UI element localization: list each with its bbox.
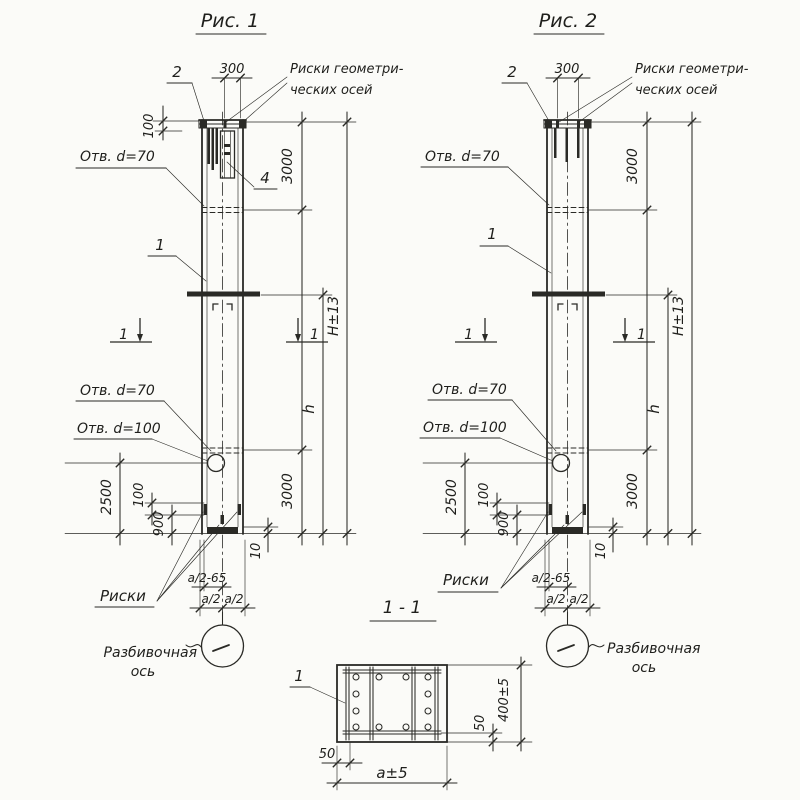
- fig1-left-dimensions: [65, 453, 278, 559]
- fig1-embedded-anchor: [208, 128, 235, 178]
- fig2-hole100-label: Отв. d=100: [423, 420, 507, 436]
- section-dim-50-left: 50: [318, 747, 336, 762]
- fig1-dim-3000-bottom: 3000: [280, 473, 296, 509]
- fig2-cut-markers: [455, 318, 655, 343]
- fig2-anchor-dowels: [554, 128, 580, 162]
- section-dim-a: а±5: [376, 764, 408, 782]
- fig2-layout-axis-circle: [547, 625, 589, 667]
- fig1-callout-4: 4: [260, 169, 270, 187]
- fig1-bottom-mark-left: [204, 504, 208, 515]
- fig2-dim-10: 10: [594, 542, 609, 560]
- fig1-dim-900: 900: [152, 511, 167, 537]
- fig2-dim-3000-bottom: 3000: [625, 473, 641, 509]
- fig1-axis-marks-label-1: Риски геометри-: [290, 62, 404, 77]
- fig2-dim-100-bottom: 100: [477, 482, 492, 508]
- fig2-hole70-bottom-label: Отв. d=70: [432, 382, 507, 398]
- fig1-callout-1: 1: [155, 236, 165, 254]
- fig2-dim-a2-left: а/2: [546, 592, 566, 606]
- section-rebar-dots: [353, 674, 431, 730]
- fig1-dim-a2-65: а/2-65: [187, 571, 227, 585]
- fig2-bottom-recess: [552, 527, 583, 534]
- fig2-dim-2500: 2500: [444, 479, 460, 515]
- section-1-1: [290, 598, 532, 790]
- fig1-hole100-circle: [208, 455, 225, 472]
- fig2-cap-block-right: [584, 121, 591, 128]
- fig1-cut-label-left: 1: [119, 327, 128, 343]
- fig2-bottom-mark-right: [583, 504, 587, 515]
- fig2-bottom-mark-left: [549, 504, 553, 515]
- section-title: 1 - 1: [382, 598, 422, 618]
- fig1-bottom-mark-center: [221, 515, 225, 524]
- fig2-dim-a2-right: а/2: [569, 592, 589, 606]
- fig2-layout-axis-label-1: Разбивочная: [607, 641, 701, 657]
- fig1-dim-2500: 2500: [99, 479, 115, 515]
- fig1-axis-marks-label-2: ческих осей: [290, 83, 373, 98]
- fig2-cut-label-right: 1: [637, 327, 646, 343]
- fig1-layout-axis-label-1: Разбивочная: [103, 645, 197, 661]
- fig1-layout-axis: [104, 612, 244, 680]
- section-callout-1: 1: [294, 667, 304, 685]
- fig1-dim-100-top: 100: [142, 113, 157, 139]
- fig1-title: Рис. 1: [200, 10, 260, 32]
- fig1-dim-10: 10: [249, 542, 264, 560]
- fig1-cut-label-right: 1: [310, 327, 319, 343]
- fig2-title: Рис. 2: [538, 10, 598, 32]
- fig1-hole100-label: Отв. d=100: [77, 421, 161, 437]
- fig2-cap-mark-left: [556, 120, 559, 129]
- fig1-dim-h: h: [300, 404, 318, 414]
- fig2-dim-H: H±13: [671, 295, 687, 337]
- fig2-left-dimensions: [423, 453, 623, 559]
- fig2-callout-1: 1: [487, 225, 497, 243]
- fig2-layout-axis: [547, 612, 701, 676]
- section-rebar-cage: [343, 667, 441, 740]
- fig2-hole100-circle: [553, 455, 570, 472]
- fig2-layout-axis-label-2: ось: [631, 660, 657, 676]
- fig1-cut-markers: [110, 318, 328, 343]
- fig2-axis-marks-label-2: ческих осей: [635, 83, 718, 98]
- fig1-layout-axis-circle: [202, 625, 244, 667]
- fig1-callout-2: 2: [172, 63, 182, 81]
- fig2-dim-3000-top: 3000: [625, 148, 641, 184]
- fig1-dim-100-bottom: 100: [132, 482, 147, 508]
- fig1-dim-a2-left: а/2: [201, 592, 221, 606]
- section-dim-400: 400±5: [497, 678, 512, 722]
- fig1-cap-mark-left: [224, 120, 227, 129]
- fig1-cap-block-left: [200, 121, 207, 128]
- fig2-marks-label: Риски: [443, 571, 489, 589]
- fig2-cap-mark-right: [577, 120, 580, 129]
- section-dim-50-right: 50: [473, 714, 488, 732]
- fig2-bottom-mark-center: [566, 515, 570, 524]
- fig2-axis-leader-squiggle: [589, 645, 604, 647]
- figure-2: [420, 10, 749, 676]
- fig1-cap-mark-right: [240, 120, 243, 129]
- fig1-hole70-top-label: Отв. d=70: [80, 149, 155, 165]
- fig1-hole70-bottom-label: Отв. d=70: [80, 383, 155, 399]
- fig2-dim-900: 900: [497, 511, 512, 537]
- fig1-bottom-mark-right: [238, 504, 242, 515]
- fig2-dim-a2-65: а/2-65: [531, 571, 571, 585]
- fig2-dim-300: 300: [554, 62, 580, 77]
- fig2-collar-plate: [532, 292, 605, 297]
- fig1-corner-mark-left: [213, 304, 218, 310]
- fig2-dim-h: h: [645, 404, 663, 414]
- fig2-cap-block-left: [545, 121, 552, 128]
- fig2-corner-mark-right: [572, 304, 577, 310]
- fig1-dim-300: 300: [219, 62, 245, 77]
- fig2-corner-mark-left: [558, 304, 563, 310]
- fig1-dim-3000-top: 3000: [280, 148, 296, 184]
- fig2-callout-2: 2: [507, 63, 517, 81]
- fig2-hole70-top-label: Отв. d=70: [425, 149, 500, 165]
- fig2-axis-marks-label-1: Риски геометри-: [635, 62, 749, 77]
- figure-1: [65, 10, 404, 680]
- fig1-collar-plate: [187, 292, 260, 297]
- fig1-corner-mark-right: [227, 304, 232, 310]
- fig2-bottom-dimensions: [532, 540, 600, 616]
- fig2-cut-label-left: 1: [464, 327, 473, 343]
- fig1-dim-a2-right: а/2: [224, 592, 244, 606]
- fig1-marks-label: Риски: [100, 587, 146, 605]
- fig1-dim-H: H±13: [326, 295, 342, 337]
- fig1-layout-axis-label-2: ось: [130, 664, 156, 680]
